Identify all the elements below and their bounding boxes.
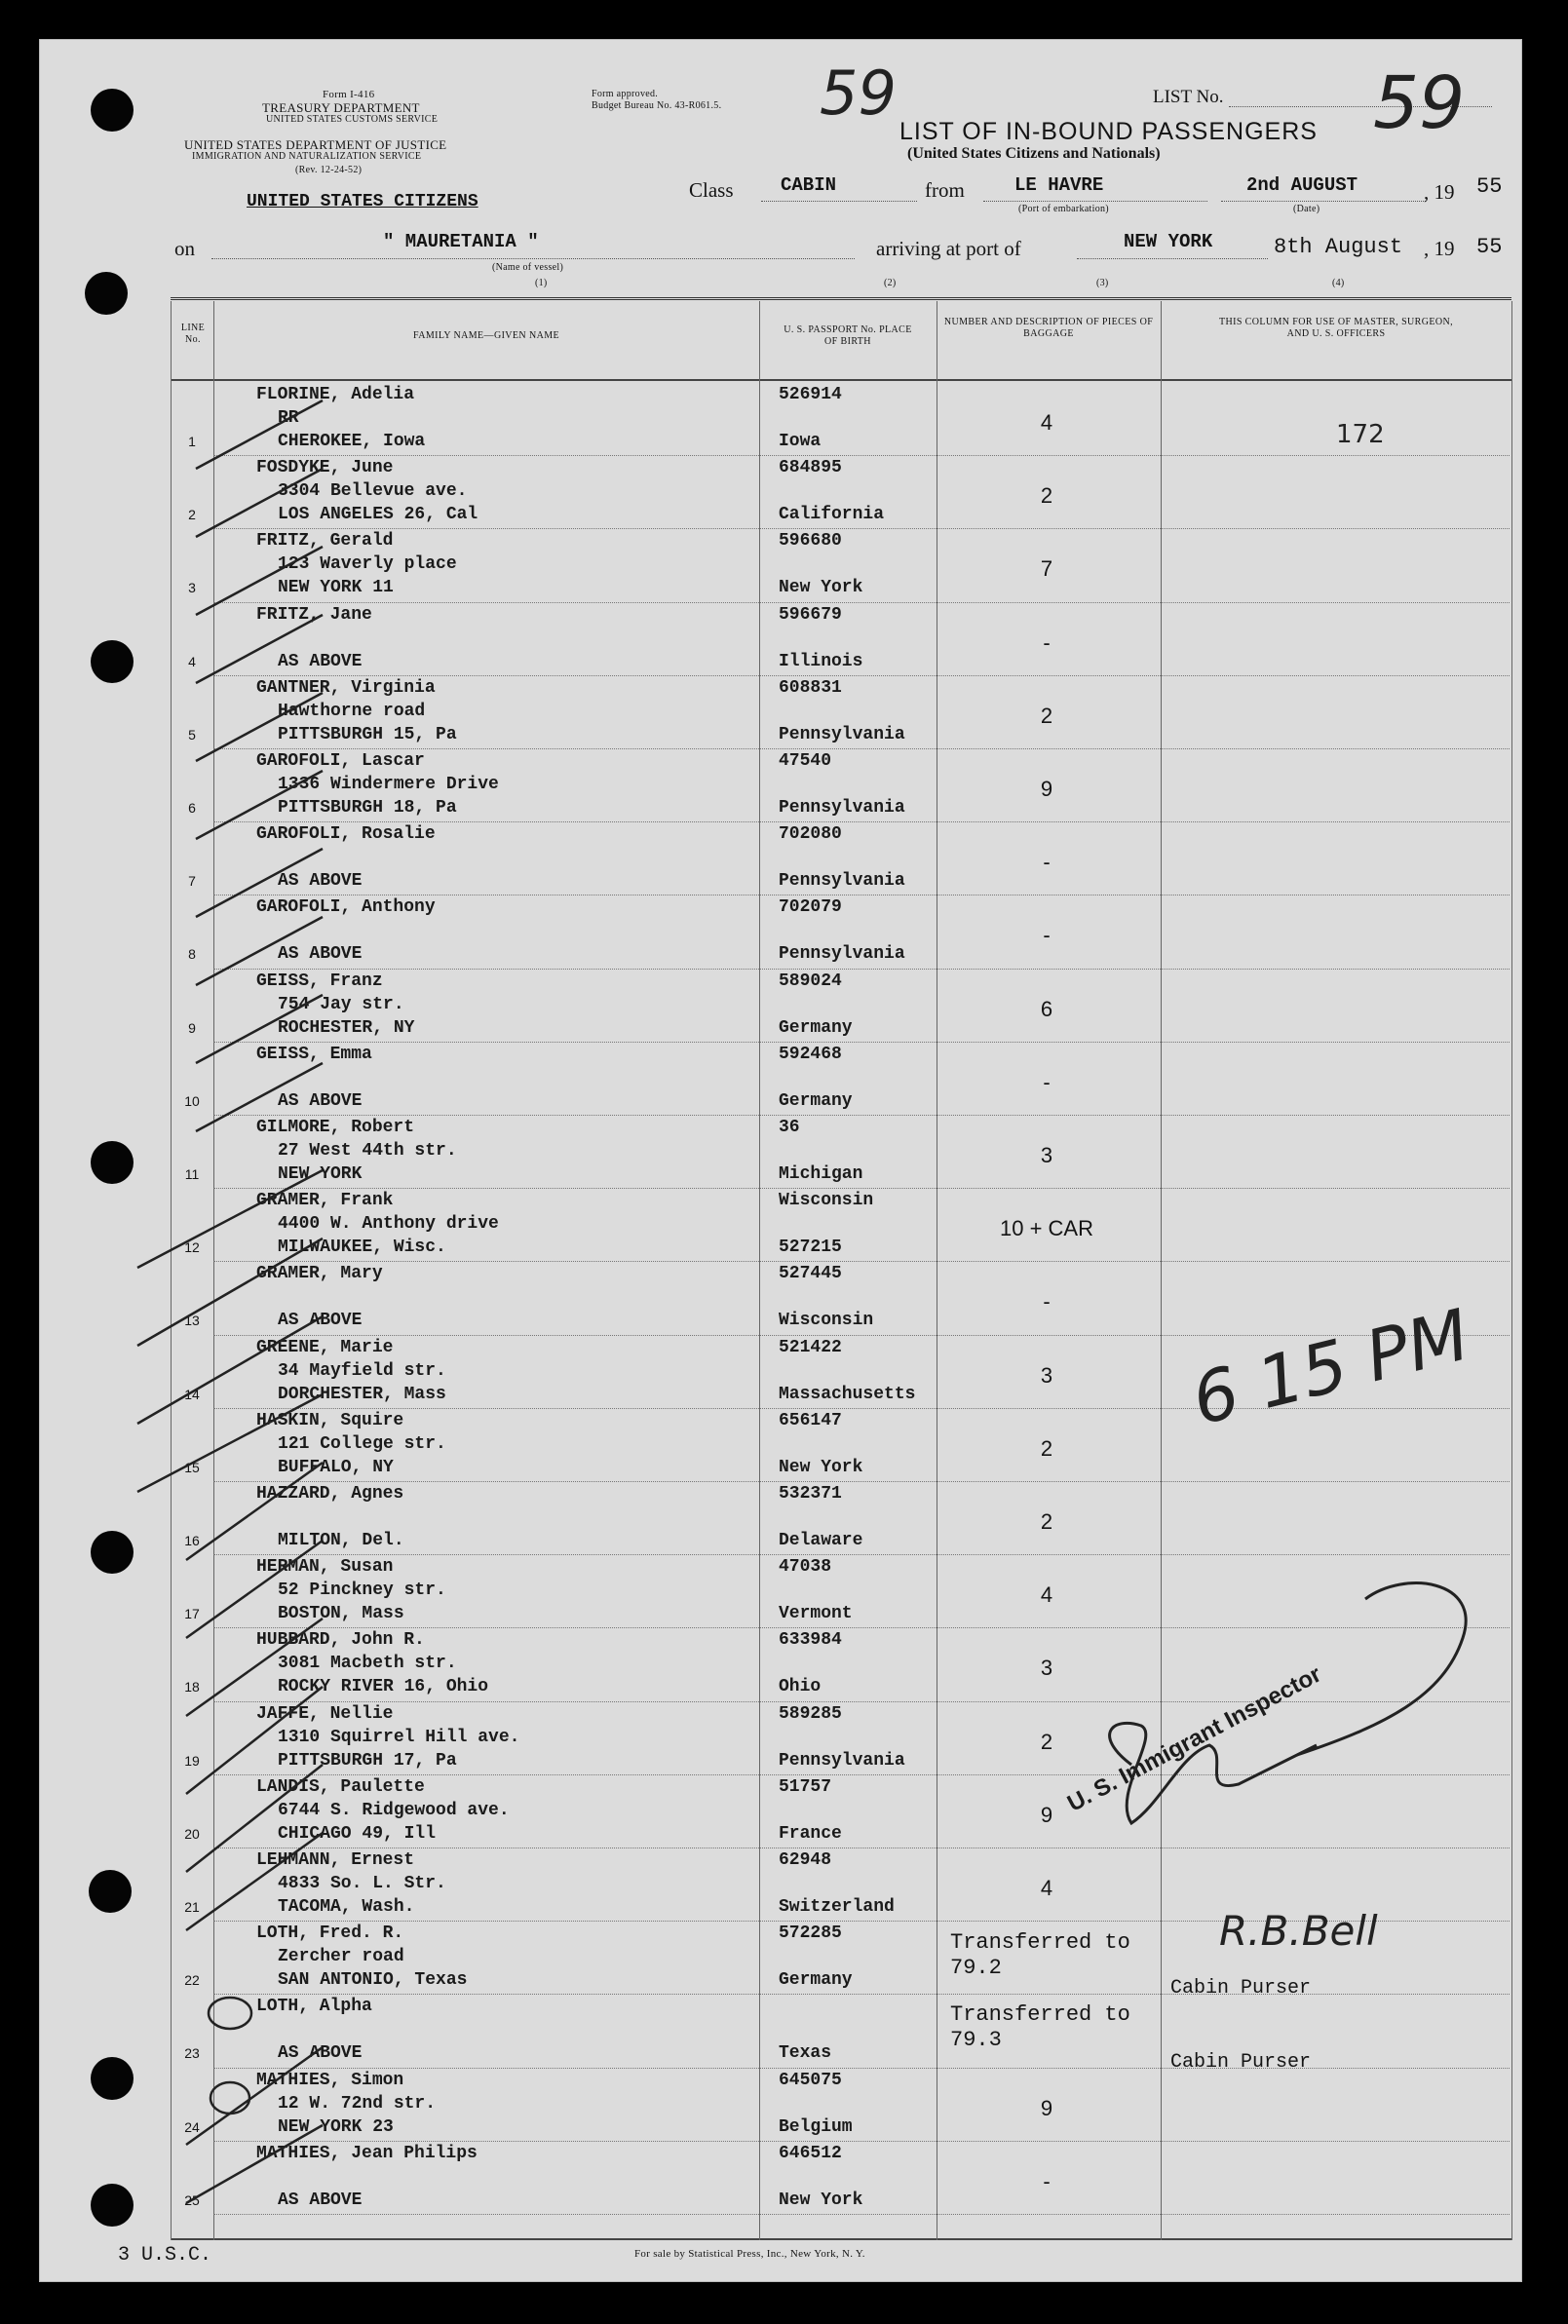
passenger-name: GANTNER, Virginia	[256, 677, 436, 698]
row1-officer-note: 172	[1336, 420, 1385, 449]
transfer-ref-1: 79.2	[950, 1956, 1002, 1980]
baggage-count: 4	[1040, 1582, 1053, 1608]
passenger-name: HASKIN, Squire	[256, 1410, 404, 1430]
handwritten-list-number: 59	[1373, 61, 1466, 145]
header-line-no: LINE No.	[180, 323, 206, 345]
vessel-caption: (Name of vessel)	[492, 262, 564, 273]
passenger-city: CHICAGO 49, Ill	[278, 1823, 437, 1844]
passport-number: 527445	[779, 1264, 842, 1284]
place-of-birth: Belgium	[779, 2116, 853, 2137]
budget-bureau: Budget Bureau No. 43-R061.5.	[592, 100, 722, 111]
baggage-count: -	[1043, 850, 1051, 875]
departure-year: 55	[1476, 174, 1503, 199]
column-number-3: (3)	[1096, 278, 1109, 288]
passenger-name: LOTH, Fred. R.	[256, 1924, 404, 1944]
place-of-birth: Illinois	[779, 651, 863, 671]
passenger-city: BUFFALO, NY	[278, 1457, 394, 1477]
place-of-birth: Ohio	[779, 1677, 822, 1697]
on-label: on	[174, 237, 195, 260]
place-of-birth: Michigan	[779, 1164, 863, 1184]
row-separator	[213, 1042, 1510, 1043]
place-of-birth: Texas	[779, 2043, 832, 2064]
line-number: 17	[184, 1606, 200, 1622]
vessel-name: " MAURETANIA "	[383, 231, 539, 252]
passport-number: 596680	[779, 531, 842, 552]
passenger-address: 1336 Windermere Drive	[278, 775, 499, 794]
customs-service: UNITED STATES CUSTOMS SERVICE	[266, 114, 439, 125]
row-separator	[213, 748, 1510, 749]
header-officers: THIS COLUMN FOR USE OF MASTER, SURGEON, AND U. S. OFFICERS	[1218, 317, 1454, 339]
class-label: Class	[689, 178, 734, 202]
passenger-name: FRITZ, Jane	[256, 604, 372, 625]
place-of-birth: Pennsylvania	[779, 724, 905, 744]
place-of-birth: Pennsylvania	[779, 1750, 905, 1771]
row-separator	[213, 1994, 1510, 1995]
passenger-name: GRAMER, Frank	[256, 1191, 394, 1211]
arriving-label: arriving at port of	[876, 237, 1021, 260]
passenger-name: GEISS, Emma	[256, 1044, 372, 1064]
baggage-count: -	[1043, 923, 1051, 948]
passport-number: 592468	[779, 1044, 842, 1064]
line-number: 16	[184, 1533, 200, 1548]
place-of-birth: Germany	[779, 1017, 853, 1038]
header-baggage: NUMBER AND DESCRIPTION OF PIECES OF BAGGAGE	[943, 317, 1154, 339]
place-of-birth: New York	[779, 1457, 863, 1477]
baggage-count: 2	[1040, 703, 1053, 728]
purser-label-2: Cabin Purser	[1170, 2051, 1312, 2074]
place-of-birth: Switzerland	[779, 1897, 895, 1917]
form-title: LIST OF IN-BOUND PASSENGERS	[899, 118, 1318, 145]
punch-hole	[91, 89, 134, 132]
passenger-city: NEW YORK 23	[278, 2116, 394, 2137]
baggage-count: 3	[1040, 1656, 1053, 1681]
class-value: CABIN	[781, 174, 837, 196]
place-of-birth: New York	[779, 2190, 863, 2210]
line-number: 11	[184, 1166, 200, 1182]
header-name: FAMILY NAME—GIVEN NAME	[412, 330, 559, 341]
baggage-count: -	[1043, 2168, 1051, 2193]
passenger-city: ROCKY RIVER 16, Ohio	[278, 1677, 489, 1697]
line-number: 18	[184, 1679, 200, 1695]
row-separator	[213, 1554, 1510, 1555]
row-separator	[213, 1261, 1510, 1262]
passport-number: 51757	[779, 1776, 832, 1797]
purser-signature: R.B.Bell	[1219, 1907, 1378, 1955]
line-number: 8	[188, 946, 196, 963]
passenger-address: 4833 So. L. Str.	[278, 1874, 446, 1893]
passport-number: 526914	[779, 385, 842, 404]
passenger-city: CHEROKEE, Iowa	[278, 432, 426, 451]
passenger-city: AS ABOVE	[278, 944, 363, 965]
line-number: 2	[188, 507, 196, 523]
row-separator	[213, 2214, 1510, 2215]
place-of-birth: France	[779, 1823, 842, 1844]
passenger-city: AS ABOVE	[278, 2043, 363, 2064]
place-of-birth: Pennsylvania	[779, 944, 905, 965]
table-header-rule	[171, 379, 1511, 381]
passenger-city: ROCHESTER, NY	[278, 1017, 415, 1038]
passenger-name: MATHIES, Simon	[256, 2070, 404, 2090]
inspector-signature	[1073, 1560, 1502, 1872]
departure-date: 2nd AUGUST	[1246, 174, 1358, 196]
line-number: 25	[184, 2191, 200, 2208]
passport-number: 646512	[779, 2143, 842, 2163]
inspector-stamp: U. S. Immigrant Inspector	[1063, 1660, 1326, 1817]
passenger-name: LANDIS, Paulette	[256, 1776, 425, 1797]
passenger-address: 1310 Squirrel Hill ave.	[278, 1727, 520, 1747]
passenger-city: PITTSBURGH 17, Pa	[278, 1750, 457, 1771]
passport-number: 47540	[779, 751, 832, 771]
passenger-name: GRAMER, Mary	[256, 1264, 383, 1284]
passenger-city: MILTON, Del.	[278, 1531, 404, 1550]
passenger-name: GAROFOLI, Rosalie	[256, 824, 436, 845]
passenger-name: GEISS, Franz	[256, 971, 383, 991]
place-of-birth: Delaware	[779, 1531, 863, 1550]
line-number: 13	[184, 1313, 200, 1329]
line-number: 21	[184, 1899, 200, 1915]
punch-hole	[85, 272, 128, 315]
footer-printer: For sale by Statistical Press, Inc., New York, N. Y.	[634, 2248, 865, 2260]
row-separator	[213, 2068, 1510, 2069]
passenger-address: 6744 S. Ridgewood ave.	[278, 1800, 510, 1820]
passenger-name: GAROFOLI, Lascar	[256, 751, 425, 771]
place-of-birth: Germany	[779, 1090, 853, 1111]
line-number: 12	[184, 1239, 200, 1256]
passport-number: 589024	[779, 971, 842, 991]
passenger-name: HERMAN, Susan	[256, 1557, 394, 1578]
transfer-ref-2: 79.3	[950, 2028, 1002, 2052]
arrival-year: 55	[1476, 235, 1503, 259]
passenger-address: Zercher road	[278, 1947, 404, 1967]
passenger-city: MILWAUKEE, Wisc.	[278, 1238, 446, 1258]
place-of-birth: Iowa	[779, 432, 822, 451]
passenger-name: FRITZ, Gerald	[256, 531, 394, 552]
row-separator	[213, 528, 1510, 529]
ins-service: IMMIGRATION AND NATURALIZATION SERVICE	[192, 151, 422, 162]
baggage-count: 7	[1040, 556, 1053, 582]
passenger-name: LOTH, Alpha	[256, 1997, 372, 2017]
handwritten-page-number: 59	[820, 57, 897, 129]
passenger-city: TACOMA, Wash.	[278, 1897, 415, 1917]
line-number: 20	[184, 1825, 200, 1842]
passenger-address: 12 W. 72nd str.	[278, 2093, 437, 2114]
passenger-city: AS ABOVE	[278, 651, 363, 671]
header-passport: U. S. PASSPORT No. PLACE OF BIRTH	[784, 324, 912, 347]
baggage-count: -	[1043, 1289, 1051, 1314]
passenger-name: FOSDYKE, June	[256, 458, 394, 478]
column-number-4: (4)	[1332, 278, 1345, 288]
line-number: 9	[188, 1019, 196, 1036]
passenger-city: AS ABOVE	[278, 1090, 363, 1111]
passport-number: 521422	[779, 1337, 842, 1357]
passenger-address: 27 West 44th str.	[278, 1141, 457, 1161]
row-separator	[213, 1481, 1510, 1482]
baggage-count: -	[1043, 1069, 1051, 1094]
baggage-count: 9	[1040, 777, 1053, 801]
place-of-birth: Wisconsin	[779, 1311, 874, 1331]
handwritten-time: 6 15 PM	[1184, 1293, 1477, 1441]
row-separator	[213, 2141, 1510, 2142]
citizens-heading: UNITED STATES CITIZENS	[247, 192, 478, 211]
passenger-address: 34 Mayfield str.	[278, 1360, 446, 1381]
list-no-label: LIST No.	[1153, 87, 1224, 107]
date-caption: (Date)	[1293, 204, 1320, 214]
row-separator	[213, 455, 1510, 456]
passport-number: 596679	[779, 604, 842, 625]
passenger-address: 3304 Bellevue ave.	[278, 481, 468, 502]
place-of-birth: Pennsylvania	[779, 871, 905, 892]
row-separator	[213, 821, 1510, 822]
passenger-city: AS ABOVE	[278, 1311, 363, 1331]
line-number: 15	[184, 1459, 200, 1475]
embark-port: LE HAVRE	[1014, 174, 1104, 196]
passenger-city: PITTSBURGH 18, Pa	[278, 798, 457, 818]
passport-number: 47038	[779, 1557, 832, 1578]
baggage-count: 2	[1040, 483, 1053, 509]
line-number: 7	[188, 873, 196, 890]
form-approved: Form approved.	[592, 89, 659, 99]
baggage-count: 9	[1040, 2095, 1053, 2120]
passport-number: 702080	[779, 824, 842, 845]
column-number-2: (2)	[884, 278, 897, 288]
passenger-name: FLORINE, Adelia	[256, 385, 415, 404]
footer-statute: 3 U.S.C.	[118, 2244, 212, 2267]
passport-number: Wisconsin	[779, 1191, 874, 1211]
manifest-page	[39, 39, 1522, 2282]
baggage-count: 2	[1040, 1729, 1053, 1754]
line-number: 10	[184, 1092, 200, 1109]
baggage-count: -	[1043, 629, 1051, 655]
passport-number: 656147	[779, 1410, 842, 1430]
passport-number: 684895	[779, 458, 842, 478]
line-number: 6	[188, 800, 196, 816]
baggage-count: 3	[1040, 1143, 1053, 1167]
passenger-address: 52 Pinckney str.	[278, 1581, 446, 1601]
table-bottom-rule	[171, 2238, 1511, 2240]
column-number-1: (1)	[535, 278, 548, 288]
passenger-address: 3081 Macbeth str.	[278, 1654, 457, 1674]
passenger-city: DORCHESTER, Mass	[278, 1384, 446, 1404]
place-of-birth: 527215	[779, 1238, 842, 1258]
passenger-city: NEW YORK	[278, 1164, 363, 1184]
baggage-count: 2	[1040, 1435, 1053, 1461]
from-label: from	[925, 178, 965, 202]
passenger-name: GILMORE, Robert	[256, 1118, 415, 1137]
table-top-rule	[171, 297, 1511, 300]
passport-number: 532371	[779, 1484, 842, 1504]
passenger-address: 754 Jay str.	[278, 994, 404, 1014]
passenger-name: JAFFE, Nellie	[256, 1703, 394, 1724]
passport-number: 62948	[779, 1850, 832, 1870]
purser-label-1: Cabin Purser	[1170, 1977, 1312, 2000]
passenger-city: AS ABOVE	[278, 871, 363, 892]
row-separator	[213, 1188, 1510, 1189]
line-number: 23	[184, 2045, 200, 2062]
place-of-birth: California	[779, 505, 885, 525]
passenger-address: RR	[278, 408, 299, 428]
line-number: 24	[184, 2118, 200, 2135]
form-subtitle: (United States Citizens and Nationals)	[907, 145, 1161, 162]
baggage-count: 4	[1040, 410, 1053, 435]
passport-number: 608831	[779, 677, 842, 698]
form-revision: (Rev. 12-24-52)	[295, 165, 363, 175]
place-of-birth: Massachusetts	[779, 1384, 916, 1404]
place-of-birth: Germany	[779, 1970, 853, 1991]
passenger-city: BOSTON, Mass	[278, 1604, 404, 1624]
baggage-count: 6	[1040, 996, 1053, 1021]
passenger-name: GAROFOLI, Anthony	[256, 897, 436, 918]
tally-marks	[98, 391, 352, 2223]
form-number: Form I-416	[323, 89, 375, 100]
passenger-city: PITTSBURGH 15, Pa	[278, 724, 457, 744]
baggage-count: 9	[1040, 1802, 1053, 1827]
line-number: 3	[188, 580, 196, 596]
arrival-year-prefix: , 19	[1424, 237, 1455, 260]
passport-number: 645075	[779, 2070, 842, 2090]
justice-dept: UNITED STATES DEPARTMENT OF JUSTICE	[184, 137, 447, 152]
passport-number: 633984	[779, 1630, 842, 1651]
baggage-count: 3	[1040, 1362, 1053, 1388]
passenger-address: 4400 W. Anthony drive	[278, 1214, 499, 1235]
passenger-city: LOS ANGELES 26, Cal	[278, 505, 478, 525]
transfer-note-2: Transferred to	[950, 2002, 1130, 2027]
passenger-name: LEHMANN, Ernest	[256, 1850, 415, 1870]
passenger-name: HUBBARD, John R.	[256, 1630, 425, 1651]
line-number: 4	[188, 653, 196, 669]
place-of-birth: Pennsylvania	[779, 798, 905, 818]
baggage-count: 2	[1040, 1509, 1053, 1534]
line-number: 5	[188, 726, 196, 743]
transfer-note-1: Transferred to	[950, 1930, 1130, 1955]
place-of-birth: New York	[779, 578, 863, 598]
arrival-port: NEW YORK	[1124, 231, 1213, 252]
passenger-name: GREENE, Marie	[256, 1337, 394, 1357]
line-number: 22	[184, 1972, 200, 1989]
passenger-name: MATHIES, Jean Philips	[256, 2143, 478, 2163]
passport-number: 572285	[779, 1924, 842, 1944]
row-separator	[213, 969, 1510, 970]
treasury-dept: TREASURY DEPARTMENT	[262, 100, 420, 115]
passenger-city: NEW YORK 11	[278, 578, 394, 598]
passenger-address: Hawthorne road	[278, 701, 426, 721]
passenger-city: SAN ANTONIO, Texas	[278, 1970, 468, 1991]
row-separator	[213, 675, 1510, 676]
passenger-city: AS ABOVE	[278, 2190, 363, 2210]
baggage-count: 4	[1040, 1876, 1053, 1900]
baggage-count: 10 + CAR	[1000, 1216, 1093, 1241]
passport-number: 36	[779, 1118, 800, 1137]
port-embark-caption: (Port of embarkation)	[1018, 204, 1109, 214]
departure-year-prefix: , 19	[1424, 180, 1455, 204]
passport-number: 589285	[779, 1703, 842, 1724]
line-number: 1	[188, 434, 196, 449]
passenger-address: 123 Waverly place	[278, 554, 457, 575]
row-separator	[213, 1115, 1510, 1116]
passenger-address: 121 College str.	[278, 1433, 446, 1454]
place-of-birth: Vermont	[779, 1604, 853, 1624]
line-number: 19	[184, 1752, 200, 1769]
line-number: 14	[184, 1386, 200, 1402]
arrival-date: 8th August	[1274, 235, 1403, 259]
passport-number: 702079	[779, 897, 842, 918]
row-separator	[213, 602, 1510, 603]
passenger-name: HAZZARD, Agnes	[256, 1484, 404, 1504]
